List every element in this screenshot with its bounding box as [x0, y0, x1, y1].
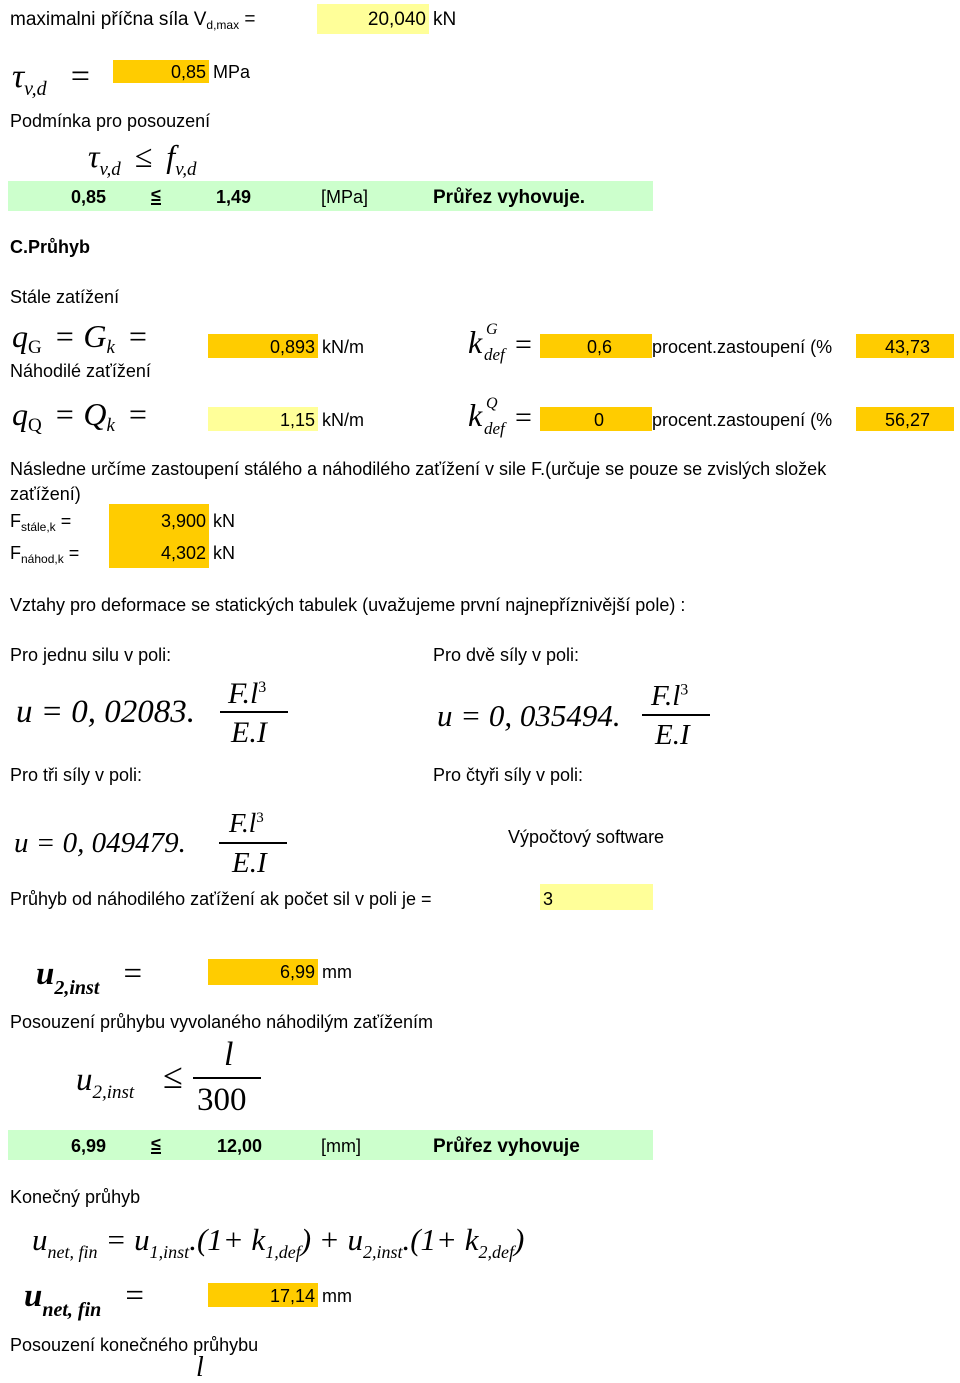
- stale-k: k: [468, 324, 483, 360]
- case-two-coef: u = 0, 035494.: [437, 698, 621, 733]
- case-one-num: $F.l^3$: [228, 677, 267, 710]
- case-one-fraction-line: [220, 711, 288, 713]
- case-two-fraction-line: [642, 714, 710, 716]
- u2inst-unit: mm: [322, 962, 352, 982]
- paragraph-1: Následne určíme zastoupení stálého a náhodilého zaťížení v sile F.(určuje se pouze se zvislých složek: [10, 459, 827, 479]
- sil-count-label: Průhyb od náhodilého zaťížení ak počet sil v poli je =: [10, 889, 432, 909]
- case-two-den: E.I: [655, 719, 690, 751]
- vmax-unit: kN: [433, 9, 457, 30]
- case-three-fraction-line: [219, 842, 287, 844]
- case-three-den: E.I: [232, 847, 267, 879]
- cond2-u: $u_{2,inst}$: [76, 1062, 135, 1103]
- cond-title: Podmínka pro posouzení: [10, 111, 211, 131]
- fnahod-value: 4,302: [160, 543, 206, 563]
- stale-k-sub: def: [484, 345, 505, 364]
- stale-unit: kN/m: [322, 337, 364, 357]
- cond2-num: l: [224, 1036, 234, 1073]
- cond2-den: 300: [197, 1082, 247, 1118]
- check2-sign: ≤: [151, 1134, 161, 1154]
- nahodile-k-eq: =: [515, 401, 532, 434]
- case-one-coef: u = 0, 02083.: [16, 694, 196, 730]
- vmax-value: 20,040: [367, 9, 426, 30]
- konecny-title: Konečný průhyb: [10, 1187, 141, 1207]
- case-three-coef: u = 0, 049479.: [14, 827, 186, 859]
- nahodile-formula: $q_Q = Q_k$ =: [12, 396, 149, 436]
- stale-k-sup: G: [486, 321, 498, 338]
- sil-count-value: 3: [543, 889, 554, 909]
- stale-value: 0,893: [269, 337, 315, 357]
- check1-left: 0,85: [70, 187, 106, 207]
- cond-formula: $\tau_{v,d} \le f_{v,d}$: [88, 138, 197, 180]
- nahodile-k: k: [468, 397, 483, 433]
- check2-result: Průřez vyhovuje: [433, 1136, 580, 1157]
- fnahod-unit: kN: [213, 543, 235, 563]
- section-title: C.Průhyb: [10, 237, 91, 257]
- unetfin-unit: mm: [322, 1286, 352, 1306]
- stale-k-eq: =: [515, 328, 532, 361]
- tau-formula: $\tau_{v,d}$ =: [12, 58, 92, 100]
- final-formula: $u_{net, fin} = u_{1,inst}.(1+ k_{1,def}) + u_{2,inst}.(1+ k_{2,def})$: [32, 1222, 525, 1262]
- nahodile-unit: kN/m: [322, 410, 364, 430]
- case-one-den: E.I: [231, 716, 267, 749]
- cond2-leq: ≤: [163, 1056, 183, 1096]
- check1-unit: [MPa]: [321, 187, 369, 207]
- sil-count-cell[interactable]: [540, 884, 653, 910]
- case-two-title: Pro dvě síly v poli:: [433, 645, 580, 665]
- check2-unit: [mm]: [321, 1136, 361, 1156]
- stale-pct-value: 43,73: [884, 337, 930, 357]
- case-two-num: $F.l^3$: [651, 680, 689, 712]
- u2inst-value: 6,99: [279, 962, 315, 982]
- nahodile-value: 1,15: [279, 410, 315, 430]
- u2inst-formula: $u_{2,inst}$ =: [36, 956, 144, 999]
- vmax-label: maximalni příčna síla $V_{d,max}$ =: [10, 9, 256, 32]
- case-four-title: Pro čtyři síly v poli:: [433, 765, 584, 785]
- stale-title: Stále zatížení: [10, 287, 120, 307]
- tau-unit: MPa: [213, 62, 251, 82]
- nahodile-k-value: 0: [593, 410, 604, 430]
- check2-right: 12,00: [216, 1136, 262, 1156]
- software-label: Výpočtový software: [508, 827, 665, 847]
- case-three-num: $F.l^3$: [229, 808, 264, 838]
- fstale-unit: kN: [213, 511, 235, 531]
- tail-l: l: [196, 1352, 204, 1383]
- check1-result: Průřez vyhovuje.: [433, 187, 586, 208]
- posouzeni-1: Posouzení průhybu vyvolaného náhodilým zaťížením: [10, 1012, 433, 1032]
- vztahy-text: Vztahy pro deformace se statických tabulek (uvažujeme první najnepříznivější pole) :: [10, 595, 686, 615]
- posouzeni-2: Posouzení konečného průhybu: [10, 1335, 259, 1355]
- stale-k-value: 0,6: [586, 337, 612, 357]
- paragraph-1b: zaťížení): [10, 484, 81, 504]
- stale-formula: $q_G = G_k$ =: [12, 318, 149, 358]
- nahodile-pct-label: procent.zastoupení (%: [652, 410, 833, 430]
- cond2-fraction-line: [193, 1077, 261, 1079]
- nahodile-pct-value: 56,27: [884, 410, 930, 430]
- fstale-label: $F_{stále,k}$ =: [10, 511, 72, 534]
- unetfin-formula: $u_{net, fin}$ =: [24, 1278, 146, 1321]
- stale-pct-label: procent.zastoupení (%: [652, 337, 833, 357]
- check2-left: 6,99: [70, 1136, 106, 1156]
- check1-right: 1,49: [215, 187, 251, 207]
- tau-value: 0,85: [170, 62, 206, 82]
- case-one-title: Pro jednu silu v poli:: [10, 645, 172, 665]
- fstale-value: 3,900: [160, 511, 206, 531]
- unetfin-value: 17,14: [269, 1286, 315, 1306]
- nahodile-k-sup: Q: [486, 395, 498, 412]
- nahodile-k-sub: def: [484, 419, 505, 438]
- nahodile-title: Náhodilé zaťížení: [10, 361, 151, 381]
- case-three-title: Pro tři síly v poli:: [10, 765, 143, 785]
- check1-sign: ≤: [151, 185, 161, 205]
- fnahod-label: $F_{náhod,k}$ =: [10, 543, 80, 566]
